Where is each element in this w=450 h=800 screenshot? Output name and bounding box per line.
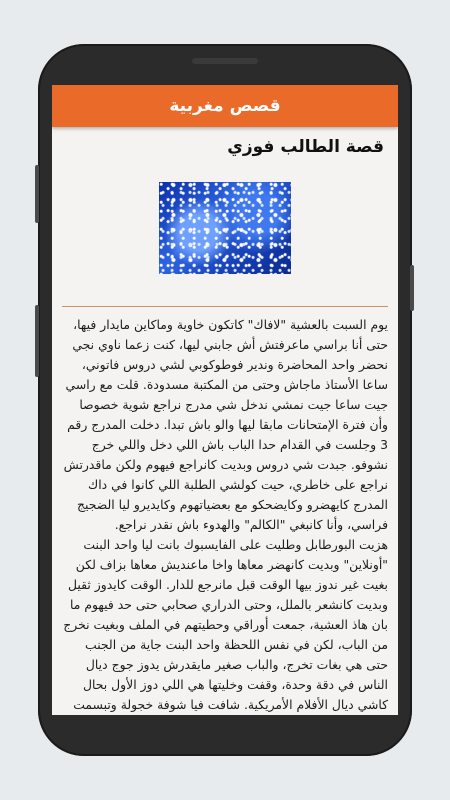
story-body [62,315,388,715]
story-paragraph: يوم السبت بالعشية "لافاك" كاتكون خاوية وماكاين مايدار فيها، حتى أنا براسي ماعرفتش أش جابني ليها، كنت زعما ناوي نجي نحضر واحد المحاضرة وندير فوطوكوبي لشي دروس فاتوني، ساعا الأستاذ ماجاش وحتى من المكتبة مسدودة. قلت مع راسي جيت ساعا جيت نمشي ندخل شي مدرج نراجع شوية خصوصا وأن فترة الإمتحانات مابقا ليها والو باش تبدا. دخلت المدرج رقم 3 وجلست في القدام حدا الباب باش اللي دخل واللي خرج نشوفو. جبدت شي دروس وبديت كانراجع فيهوم ولكن ماقدرتش نراجع على خاطري، حيت كولشي الطلبة اللي كانوا في داك المدرج كايهضرو وكايضحكو مع بعضياتهوم وكايديرو ليا الضجيج فراسي، وأنا كانبغي "الكالم" والهدوء باش نقدر نراجع. [63,317,388,532]
story-content[interactable] [52,137,398,715]
app-bar [52,85,398,127]
volume-button [35,165,39,223]
app-title: قصص مغربية [169,96,281,116]
story-title: قصة الطالب فوزي [227,137,384,157]
side-button [35,305,39,377]
story-image [159,182,291,274]
divider [62,306,388,307]
story-paragraph: هزيت البورطابل وطليت على الفايسبوك بانت ليا واحد البنت "أونلاين" وبديت كانهضر معاها واخا ماعنديش معاها بزاف لكن بغيت غير ندوز بيها الوقت قبل مانرجع للدار. الوقت كايدوز ثقيل وبديت كانشعر بالملل، وحتى الدراري صحابي حتى حد فيهوم ما بان هاذ العشية، جمعت أوراقي وحطيتهم في الملف وبغيت نخرج من الباب، لكن في نفس اللحظة واحد البنت جاية من الجنب حتى هي بغات تخرج، والباب صغير مايقدرش يدوز جوج ديال الناس في دقة وحدة، وقفت وخليتها هي اللي دوز الأول بحال كاشي ديال الأفلام الأمريكية. شافت فيا شوفة خجولة وتبسمت [63,537,388,712]
story-image-wrapper [62,182,388,274]
app-screen [52,85,398,715]
phone-speaker [192,58,258,64]
power-button [410,265,414,311]
